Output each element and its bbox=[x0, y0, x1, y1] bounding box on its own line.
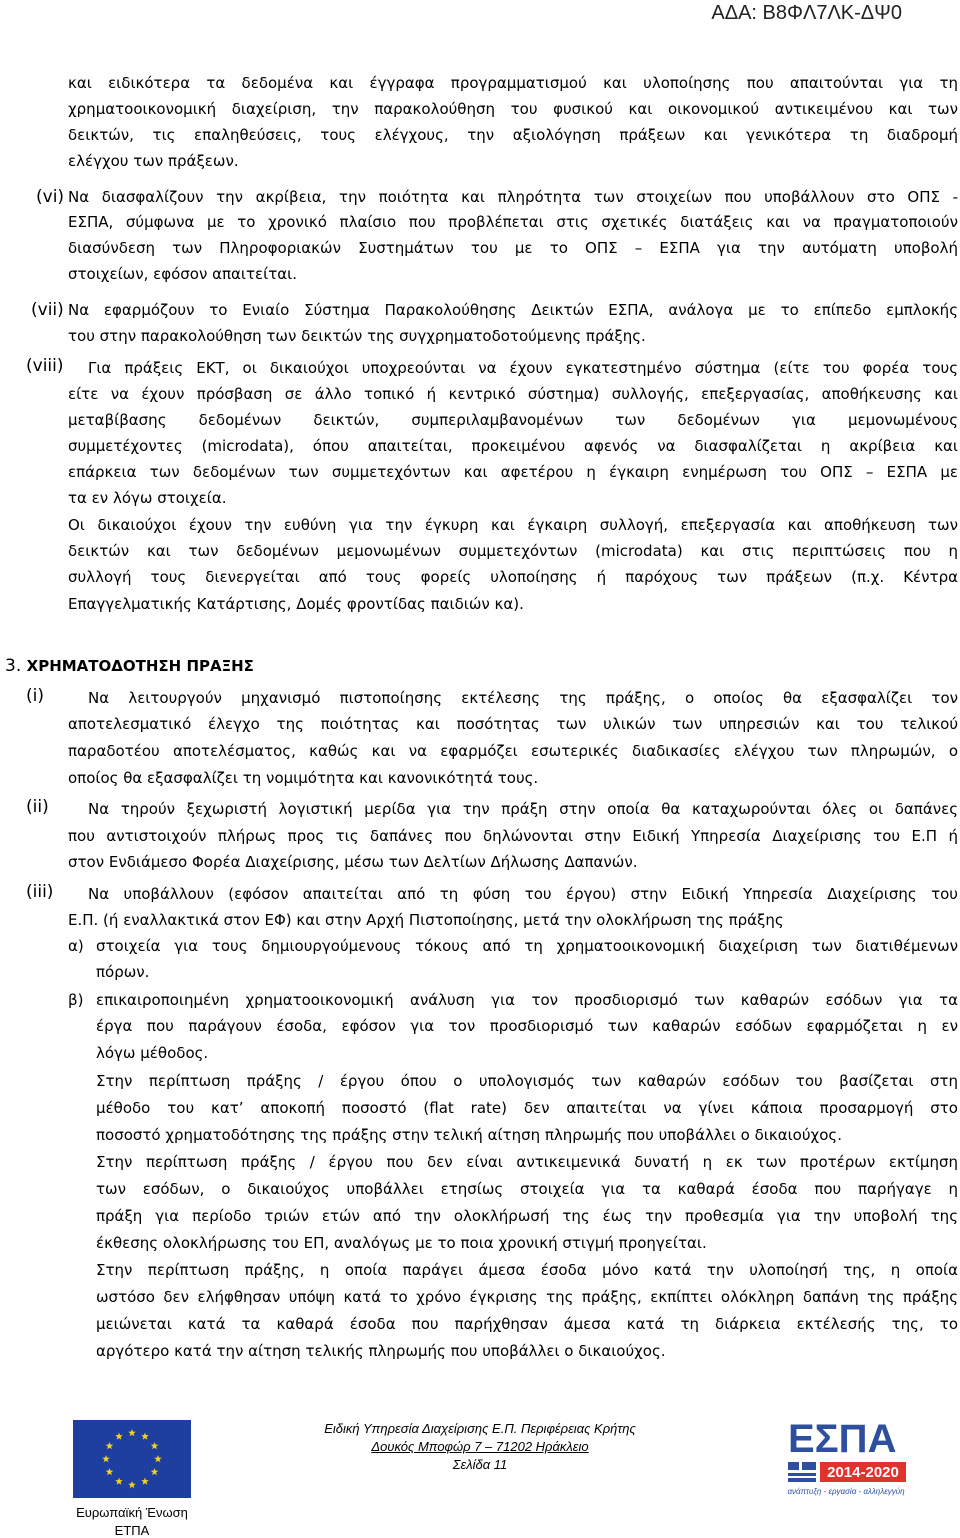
s3i-line: παραδοτέου αποτελέσματος, καθώς και να εφαρμόζει εσωτερικές διαδικασίες ελέγχου των πληρωμών, ο bbox=[68, 742, 958, 760]
sub-label-b: β) bbox=[68, 991, 84, 1009]
eu-label: Ευρωπαϊκή Ένωση bbox=[76, 1505, 188, 1520]
b-line: έκθεσης ολοκλήρωσης του ΕΠ, αναλόγως με το ποια χρονική στιγμή προηγείται. bbox=[96, 1234, 707, 1252]
b-line: Στην περίπτωση πράξης / έργου που δεν είναι αντικειμενικά δυνατή η εκ των προτέρων εκτίμηση bbox=[96, 1153, 958, 1171]
viii-line: επάρκεια των δεδομένων των συμμετεχόντων και αφετέρου η έγκαιρη ενημέρωση του ΟΠΣ – ΕΣΠΑ με bbox=[68, 463, 958, 481]
vi-line: ΕΣΠΑ, σύμφωνα με το χρονικό πλαίσιο που προβλέπεται στις σχετικές διατάξεις και να πραγματοποιούν bbox=[68, 213, 958, 231]
page-number: Σελίδα 11 bbox=[452, 1457, 508, 1472]
viii-line: τα εν λόγω στοιχεία. bbox=[68, 489, 227, 507]
item-marker-ii: (ii) bbox=[26, 797, 49, 817]
viii-line: είτε να έχουν πρόσβαση σε άλλο τοπικό ή κεντρικό σύστημα) συλλογής, επεξεργασίας, αποθήκευσης και bbox=[68, 385, 958, 403]
greek-flag-icon bbox=[788, 1462, 816, 1482]
s3i-line: οποίος θα εξασφαλίζει τη νομιμότητα και κανονικότητά τους. bbox=[68, 769, 539, 787]
item-marker-viii: (viii) bbox=[26, 356, 64, 376]
intro-line: δεικτών, τις επαληθεύσεις, τους ελέγχους, την αξιολόγηση πράξεων και γενικότερα τη διαδρομή bbox=[68, 126, 958, 144]
vi-line: στοιχείων, εφόσον απαιτείται. bbox=[68, 265, 297, 283]
item-marker-vi: (vi) bbox=[36, 187, 65, 207]
a-line: στοιχεία για τους δημιουργούμενους τόκους από τη χρηματοοικονομική διαχείριση των διατιθέμενων bbox=[96, 937, 958, 955]
intro-line: χρηματοοικονομική διαχείριση, την παρακολούθηση του φυσικού και οικονομικού αντικειμένου και των bbox=[68, 100, 958, 118]
s3ii-line: που αντιστοιχούν πλήρως προς τις δαπάνες που δηλώνονται στην Ειδική Υπηρεσία Διαχείρισης του Ε.Π ή bbox=[68, 827, 958, 845]
fund-label: ΕΤΠΑ bbox=[114, 1523, 150, 1538]
vi-line: Να διασφαλίζουν την ακρίβεια, την ποιότητα και πληρότητα των στοιχείων που υποβάλλουν στο ΟΠΣ - bbox=[68, 188, 958, 206]
viii-line: συμμετέχοντες (microdata), όπου απαιτείται, προκειμένου αφενός να διασφαλίζεται η ακρίβεια και bbox=[68, 437, 958, 455]
intro-line: και ειδικότερα τα δεδομένα και έγγραφα προγραμματισμού και υλοποίησης που απαιτούνται για τη bbox=[68, 74, 958, 92]
viii-line: μεταβίβασης δεδομένων δεικτών, συμπεριλαμβανομένων των δεδομένων για μεμονωμένους bbox=[68, 411, 958, 429]
s3i-line: Να λειτουργούν μηχανισμό πιστοποίησης εκτέλεσης της πράξης, ο οποίος θα εξασφαλίζει τον bbox=[88, 689, 958, 707]
eu-block bbox=[72, 1420, 192, 1538]
b-line: πράξη για περίοδο τριών ετών από την ολοκλήρωσή της έως την προθεσμία για την υποβολή της bbox=[96, 1207, 958, 1225]
footer-info bbox=[320, 1420, 640, 1474]
intro-line: ελέγχου των πράξεων. bbox=[68, 152, 239, 170]
address-line: Δουκός Μποφώρ 7 – 71202 Ηράκλειο bbox=[371, 1439, 589, 1454]
b-line: Στην περίπτωση πράξης, η οποία παράγει άμεσα έσοδα μόνο κατά την υλοποίησή της, η οποία bbox=[96, 1261, 958, 1279]
item-marker-i: (i) bbox=[26, 686, 44, 706]
s3ii-line: Να τηρούν ξεχωριστή λογιστική μερίδα για την πράξη στην οποία θα καταχωρούνται όλες οι δαπάνες bbox=[88, 800, 958, 818]
s3i-line: αποτελεσματικό έλεγχο της ποιότητας και ποσότητας των υλικών των υπηρεσιών και του τελικού bbox=[68, 715, 958, 733]
section-title: ΧΡΗΜΑΤΟΔΟΤΗΣΗ ΠΡΑΞΗΣ bbox=[26, 657, 254, 675]
b-line: ποσοστό χρηματοδότησης της πράξης στην τελική αίτηση πληρωμής που υποβάλλει ο δικαιούχος. bbox=[96, 1126, 842, 1144]
b-line: αργότερο κατά την αίτηση τελικής πληρωμής που υποβάλλει ο δικαιούχος. bbox=[96, 1342, 666, 1360]
b-line: μέθοδο του κατ’ αποκοπή ποσοστό (flat rate) δεν απαιτείται να γίνει κάποια προσαρμογή στο bbox=[96, 1099, 958, 1117]
s3iii-line: Να υποβάλλουν (εφόσον απαιτείται από τη φύση του έργου) στην Ειδική Υπηρεσία Διαχείρισης του bbox=[88, 885, 958, 903]
viii-line: Για πράξεις ΕΚΤ, οι δικαιούχοι υποχρεούνται να έχουν εγκατεστημένο σύστημα (είτε του φορέα τους bbox=[88, 359, 958, 377]
org-line: Ειδική Υπηρεσία Διαχείρισης Ε.Π. Περιφέρειας Κρήτης bbox=[324, 1421, 636, 1436]
item-marker-iii: (iii) bbox=[26, 882, 54, 902]
b-line: Στην περίπτωση πράξης / έργου όπου ο υπολογισμός των καθαρών εσόδων του βασίζεται στη bbox=[96, 1072, 958, 1090]
b-line: έργα που παράγουν έσοδα, εφόσον για τον προσδιορισμό των καθαρών εσόδων εφαρμόζεται η εν bbox=[96, 1017, 958, 1035]
viii-line: συλλογή τους διενεργείται από τους φορείς υλοποίησης ή παρόχους των πράξεων (π.χ. Κέντρα bbox=[68, 568, 958, 586]
vii-line: του στην παρακολούθηση των δεικτών της συγχρηματοδοτούμενης πράξης. bbox=[68, 327, 646, 345]
espa-logo-tagline: ανάπτυξη - εργασία - αλληλεγγύη bbox=[787, 1487, 905, 1496]
section-heading bbox=[5, 654, 254, 678]
s3ii-line: στον Ενδιάμεσο Φορέα Διαχείρισης, μέσω των Δελτίων Δήλωσης Δαπανών. bbox=[68, 853, 638, 871]
item-marker-vii: (vii) bbox=[31, 300, 64, 320]
b-line: λόγω μέθοδος. bbox=[96, 1044, 209, 1062]
viii-line: δεικτών και των δεδομένων μεμονωμένων συμμετεχόντων (microdata) και στις περιπτώσεις που η bbox=[68, 542, 958, 560]
viii-line: Οι δικαιούχοι έχουν την ευθύνη για την έγκυρη και έγκαιρη συλλογή, επεξεργασία και αποθήκευση των bbox=[68, 516, 958, 534]
vii-line: Να εφαρμόζουν το Ενιαίο Σύστημα Παρακολούθησης Δεικτών ΕΣΠΑ, ανάλογα με το επίπεδο εμπλοκής bbox=[68, 301, 958, 319]
b-line: ωστόσο δεν ελήφθησαν υπόψη κατά το χρόνο έγκρισης της πράξης, εκπίπτει ολόκληρη δαπάνη της πράξης bbox=[96, 1288, 958, 1306]
vi-line: διασύνδεση των Πληροφοριακών Συστημάτων του με το ΟΠΣ – ΕΣΠΑ για την αυτόματη υποβολή bbox=[68, 239, 958, 257]
viii-line: Επαγγελματικής Κατάρτισης, Δομές φροντίδας παιδιών κα). bbox=[68, 595, 524, 613]
b-line: των εσόδων, ο δικαιούχος υποβάλλει ετησίως στοιχεία για τα καθαρά έσοδα που παρήγαγε η bbox=[96, 1180, 958, 1198]
espa-logo-years: 2014-2020 bbox=[827, 1464, 899, 1481]
b-line: επικαιροποιημένη χρηματοοικονομική ανάλυση για τον προσδιορισμό των καθαρών εσόδων για τα bbox=[96, 991, 958, 1009]
eu-flag-icon bbox=[73, 1420, 191, 1498]
b-line: μειώνεται κατά τα καθαρά έσοδα που παρήχθησαν άμεσα κατά τη διάρκεια εκτέλεσής της, το bbox=[96, 1315, 958, 1333]
espa-logo bbox=[780, 1410, 910, 1500]
section-number: 3. bbox=[5, 656, 22, 676]
s3iii-line: Ε.Π. (ή εναλλακτικά στον ΕΦ) και στην Αρχή Πιστοποίησης, μετά την ολοκλήρωση της πράξης bbox=[68, 911, 784, 929]
ada-code: ΑΔΑ: Β8ΦΛ7ΛΚ-ΔΨ0 bbox=[711, 2, 902, 24]
sub-label-a: α) bbox=[68, 937, 84, 955]
a-line: πόρων. bbox=[96, 963, 150, 981]
espa-logo-text: ΕΣΠΑ bbox=[788, 1417, 897, 1461]
